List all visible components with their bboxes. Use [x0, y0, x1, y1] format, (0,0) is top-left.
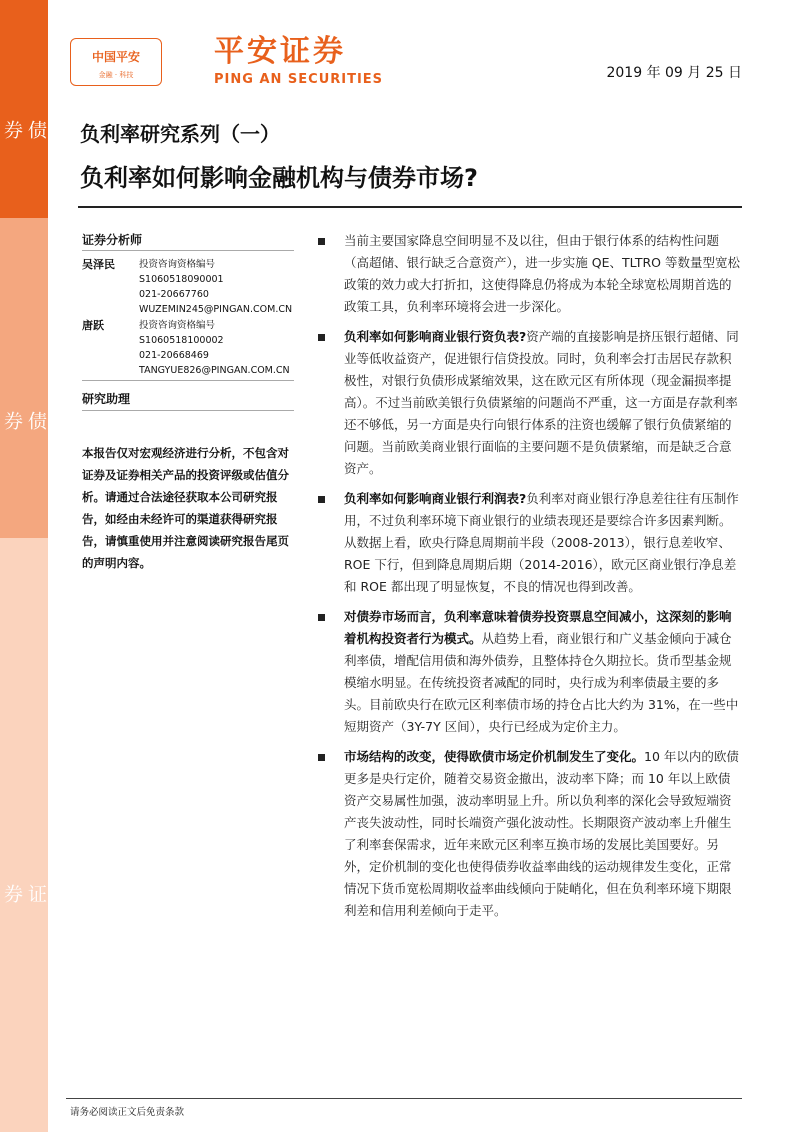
footer-divider	[66, 1098, 742, 1099]
bullet-item	[318, 746, 742, 922]
brand-en: PING AN SECURITIES	[214, 72, 384, 87]
analyst-cert-label: 投资咨询资格编号	[139, 259, 216, 270]
bullet-square-icon	[318, 334, 325, 341]
bullet-lead: 对债券市场而言，负利率意味着债券投资票息空间减小，这深刻的影响着机构投资者行为模式。	[344, 609, 732, 646]
summary-bullets	[318, 230, 742, 930]
report-date: 2019 年 09 月 25 日	[606, 65, 742, 81]
bullet-lead: 负利率如何影响商业银行资负表?	[344, 329, 527, 344]
bullet-lead: 负利率如何影响商业银行利润表?	[344, 491, 527, 506]
ping-an-securities-logo	[214, 34, 383, 87]
title-divider	[78, 206, 742, 208]
bullet-text: 当前主要国家降息空间明显不及以往，但由于银行体系的结构性问题（高超储、银行缺乏合意资产），进一步实施 QE、TLTRO 等数量型宽松政策的效力或大打折扣，这使得降息仍将成为本轮全球宽松周期首选的政策工具，负利率环境将会进一步深化。	[344, 233, 740, 314]
sidebar-char: 券	[1, 410, 23, 434]
bullet-text: 资产端的直接影响是挤压银行超储、同业等低收益资产，促进银行信贷投放。同时，负利率会打击居民存款积极性，对银行负债形成紧缩效果，这在欧元区有所体现（现金漏损率提高）。不过当前欧美银行负债紧缩的问题尚不严重，这一方面是存款利率还不够低，另一方面是央行向银行体系的注资也缓解了银行负债紧缩的问题。当前欧美商业银行面临的主要问题不是负债紧缩，而是缺乏合意资产。	[344, 329, 739, 476]
bullet-item	[318, 230, 742, 318]
logo-cn-text: 中国平安	[91, 50, 140, 64]
analyst-info	[139, 318, 290, 378]
page-title: 负利率如何影响金融机构与债券市场?	[80, 164, 478, 192]
analyst-cert-label: 投资咨询资格编号	[139, 320, 216, 331]
analyst-phone: 021-20667760	[139, 289, 209, 300]
bullet-item	[318, 488, 742, 598]
analyst-email: TANGYUE826@PINGAN.COM.CN	[139, 365, 290, 376]
analyst-info	[139, 257, 292, 317]
bullet-lead: 市场结构的改变，使得欧债市场定价机制发生了变化。	[344, 749, 645, 764]
bullet-square-icon	[318, 614, 325, 621]
assistant-divider-top	[82, 380, 294, 381]
bullet-item	[318, 326, 742, 480]
sidebar-char: 券	[1, 883, 23, 907]
sidebar-char: 券	[1, 119, 23, 143]
footer-note: 请务必阅读正文后免责条款	[70, 1107, 185, 1118]
bullet-square-icon	[318, 238, 325, 245]
analysts-divider	[82, 250, 294, 251]
bullet-text: 10 年以内的欧债更多是央行定价，随着交易资金撤出，波动率下降；而 10 年以上欧债资产交易属性加强，波动率明显上升。所以负利率的深化会导致短端资产丧失波动性，同时长端资产强化波动性。长期限资产波动率上升催生了利率套保需求，近年来欧元区利率互换市场的发展比美国要好。另外，定价机制的变化也使得债券收益率曲线的运动规律发生变化，正常情况下货币宽松周期收益率曲线倾向于陡峭化，但在负利率环境下期限利差和信用利差倾向于走平。	[344, 749, 739, 918]
analyst-name: 唐跃	[82, 319, 104, 332]
bullet-square-icon	[318, 496, 325, 503]
analyst-cert-number: S1060518100002	[139, 335, 224, 346]
sidebar-band-report-type	[0, 0, 48, 218]
analyst-phone: 021-20668469	[139, 350, 209, 361]
bullet-text: 负利率对商业银行净息差往往有压制作用，不过负利率环境下商业银行的业绩表现还是要综合许多因素判断。从数据上看，欧央行降息周期前半段（2008-2013），银行息差收窄、ROE 下行，但到降息周期后期（2014-2016），欧元区商业银行净息差和 ROE 都出现了明显恢复，不良的情况也得到改善。	[344, 491, 739, 594]
ping-an-group-logo	[70, 38, 162, 86]
bullet-text: 从趋势上看，商业银行和广义基金倾向于减仓利率债，增配信用债和海外债券，且整体持仓久期拉长。货币型基金规模缩水明显。在传统投资者减配的同时，央行成为利率债最主要的多头。目前欧央行在欧元区利率债市场的持仓占比大约为 31%，在一些中短期资产（3Y-7Y 区间），央行已经成为定价主力。	[344, 631, 739, 734]
sidebar-band-research	[0, 538, 48, 1132]
series-title: 负利率研究系列（一）	[80, 122, 280, 146]
sidebar-char: 债	[25, 119, 47, 143]
brand-cn: 平安证券	[214, 34, 346, 69]
bullet-item	[318, 606, 742, 738]
analyst-name: 吴泽民	[82, 258, 115, 271]
sidebar-char: 债	[25, 410, 47, 434]
bullet-square-icon	[318, 754, 325, 761]
sidebar-char: 证	[25, 883, 47, 907]
sidebar-band-report-category	[0, 218, 48, 538]
analyst-email: WUZEMIN245@PINGAN.COM.CN	[139, 304, 293, 315]
assistant-heading: 研究助理	[82, 392, 131, 406]
assistant-divider-bottom	[82, 410, 294, 411]
analysts-heading: 证券分析师	[82, 233, 143, 247]
analyst-cert-number: S1060518090001	[139, 274, 224, 285]
disclaimer-text: 本报告仅对宏观经济进行分析，不包含对证券及证券相关产品的投资评级或估值分析。请通过合法途径获取本公司研究报告，如经由未经许可的渠道获得研究报告，请慎重使用并注意阅读研究报告尾页的声明内容。	[82, 446, 289, 570]
logo-sub-text: 金融 · 科技	[98, 71, 134, 79]
